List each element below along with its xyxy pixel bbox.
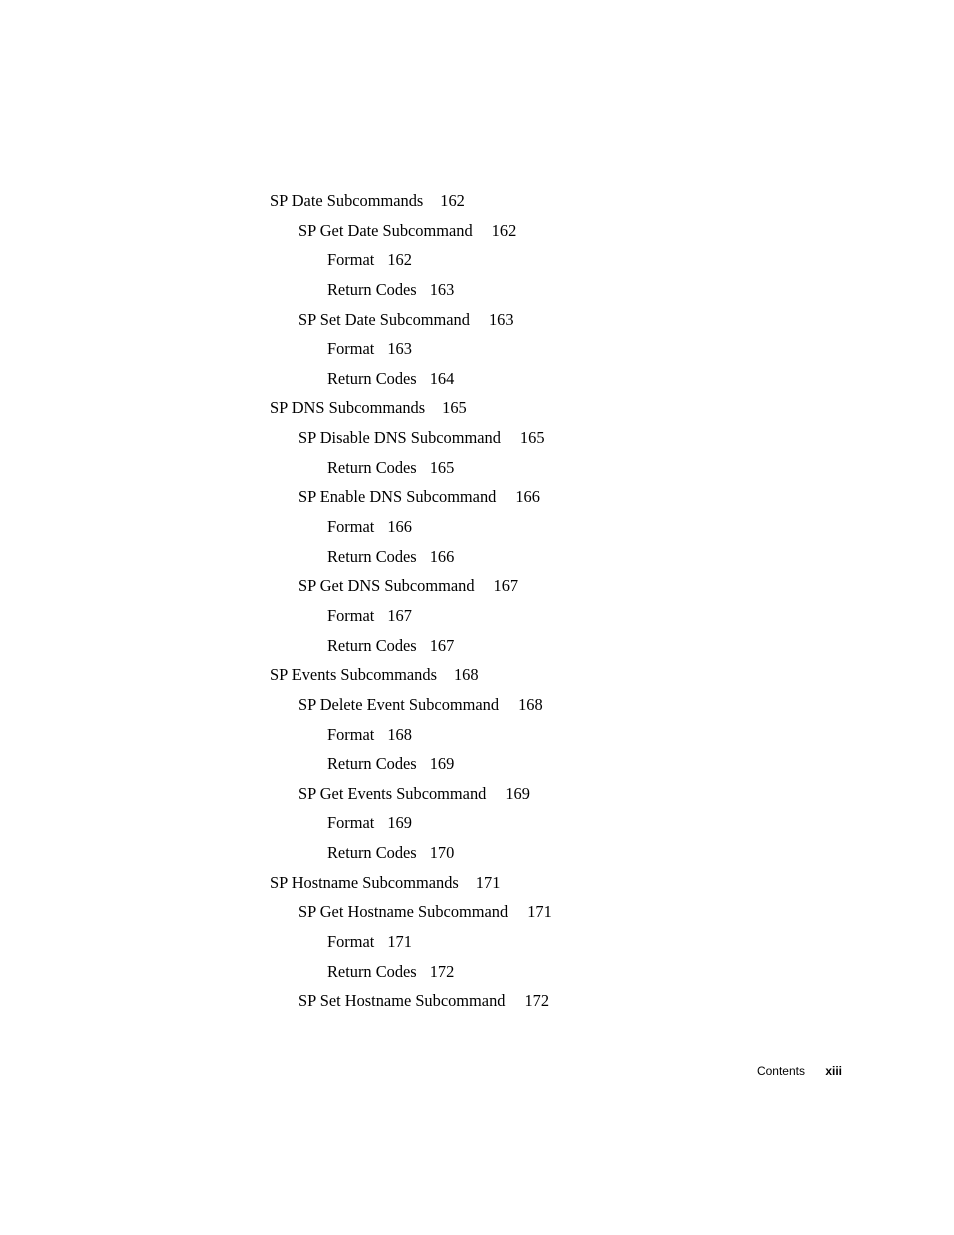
toc-entry[interactable]: [270, 601, 552, 631]
toc-entry[interactable]: [270, 482, 552, 512]
toc-entry-title: SP Get Date Subcommand: [298, 220, 473, 240]
toc-entry[interactable]: [270, 423, 552, 453]
toc-entry-page-number: 165: [519, 428, 545, 448]
toc-entry[interactable]: [270, 542, 552, 572]
toc-entry-page-number: 169: [429, 754, 455, 774]
toc-entry-title: SP Get Hostname Subcommand: [298, 902, 509, 922]
toc-entry-title: Return Codes: [327, 368, 417, 388]
toc-entry[interactable]: [270, 364, 552, 394]
toc-entry[interactable]: [270, 868, 552, 898]
toc-entry[interactable]: [270, 749, 552, 779]
toc-entry[interactable]: [270, 275, 552, 305]
toc-entry[interactable]: [270, 660, 552, 690]
toc-entry-page-number: 162: [491, 220, 517, 240]
toc-entry-title: SP Date Subcommands: [270, 191, 424, 210]
toc-entry-page-number: 172: [429, 961, 455, 981]
toc-entry-title: Return Codes: [327, 754, 417, 774]
toc-entry[interactable]: [270, 897, 552, 927]
toc-entry-page-number: 165: [442, 398, 467, 418]
toc-entry-page-number: 168: [453, 665, 479, 685]
toc-entry-title: Return Codes: [327, 843, 417, 863]
toc-entry[interactable]: [270, 631, 552, 661]
toc-entry[interactable]: [270, 216, 552, 246]
toc-entry-title: Return Codes: [327, 961, 417, 981]
toc-entry-title: Format: [327, 932, 375, 952]
toc-entry-title: SP Set Hostname Subcommand: [298, 991, 506, 1011]
toc-entry-page-number: 172: [524, 991, 550, 1011]
toc-entry-title: SP Set Date Subcommand: [298, 309, 470, 329]
toc-entry-page-number: 166: [515, 487, 540, 507]
toc-entry-page-number: 167: [429, 635, 455, 655]
toc-entry-page-number: 169: [505, 783, 530, 803]
page-footer: [757, 1062, 842, 1080]
toc-entry-page-number: 163: [429, 279, 455, 299]
toc-entry-page-number: 167: [493, 576, 519, 596]
toc-entry-page-number: 170: [429, 843, 455, 863]
toc-entry[interactable]: [270, 690, 552, 720]
toc-entry-title: SP Enable DNS Subcommand: [298, 487, 497, 507]
toc-entry-title: Format: [327, 517, 375, 537]
toc-entry-title: SP Events Subcommands: [270, 665, 437, 685]
toc-entry-title: Format: [327, 250, 375, 270]
toc-entry-title: Return Codes: [327, 457, 417, 477]
toc-entry-title: Format: [327, 339, 375, 359]
toc-entry[interactable]: [270, 453, 552, 483]
toc-entry-page-number: 171: [527, 902, 552, 922]
toc-entry-page-number: 171: [475, 872, 501, 892]
toc-entry-page-number: 162: [387, 250, 412, 270]
toc-entry[interactable]: [270, 393, 552, 423]
toc-entry-title: SP Hostname Subcommands: [270, 872, 459, 892]
toc-entry-title: Format: [327, 605, 375, 625]
footer-page-number: xiii: [825, 1064, 842, 1078]
toc-entry-page-number: 165: [429, 457, 455, 477]
toc-entry[interactable]: [270, 571, 552, 601]
toc-entry-page-number: 168: [518, 694, 543, 714]
toc-entry-page-number: 163: [488, 309, 514, 329]
toc-entry-title: Format: [327, 724, 375, 744]
toc-entry[interactable]: [270, 512, 552, 542]
table-of-contents: [270, 186, 552, 1016]
toc-entry-page-number: 163: [387, 339, 412, 359]
toc-entry-page-number: 167: [387, 605, 412, 625]
toc-entry[interactable]: [270, 334, 552, 364]
toc-entry-title: Return Codes: [327, 279, 417, 299]
toc-entry-page-number: 166: [387, 517, 412, 537]
toc-entry[interactable]: [270, 245, 552, 275]
toc-entry[interactable]: [270, 808, 552, 838]
footer-section-label: Contents: [756, 1064, 805, 1078]
toc-entry-title: Return Codes: [327, 635, 417, 655]
toc-entry-title: Format: [327, 813, 375, 833]
toc-entry-title: SP DNS Subcommands: [270, 398, 426, 418]
toc-entry-page-number: 168: [387, 724, 412, 744]
toc-entry[interactable]: [270, 986, 552, 1016]
toc-entry-title: SP Get Events Subcommand: [298, 783, 487, 803]
toc-entry[interactable]: [270, 957, 552, 987]
toc-entry-title: SP Get DNS Subcommand: [298, 576, 475, 596]
toc-entry-title: SP Disable DNS Subcommand: [298, 428, 501, 448]
toc-entry-page-number: 162: [440, 191, 465, 210]
toc-entry-title: SP Delete Event Subcommand: [298, 694, 500, 714]
toc-entry-page-number: 164: [429, 368, 455, 388]
toc-entry-title: Return Codes: [327, 546, 417, 566]
toc-entry-page-number: 171: [387, 932, 412, 952]
toc-entry[interactable]: [270, 305, 552, 335]
toc-entry[interactable]: [270, 927, 552, 957]
toc-entry-page-number: 169: [387, 813, 412, 833]
toc-entry-page-number: 166: [429, 546, 455, 566]
toc-entry[interactable]: [270, 720, 552, 750]
toc-entry[interactable]: [270, 186, 552, 216]
toc-entry[interactable]: [270, 838, 552, 868]
toc-entry[interactable]: [270, 779, 552, 809]
